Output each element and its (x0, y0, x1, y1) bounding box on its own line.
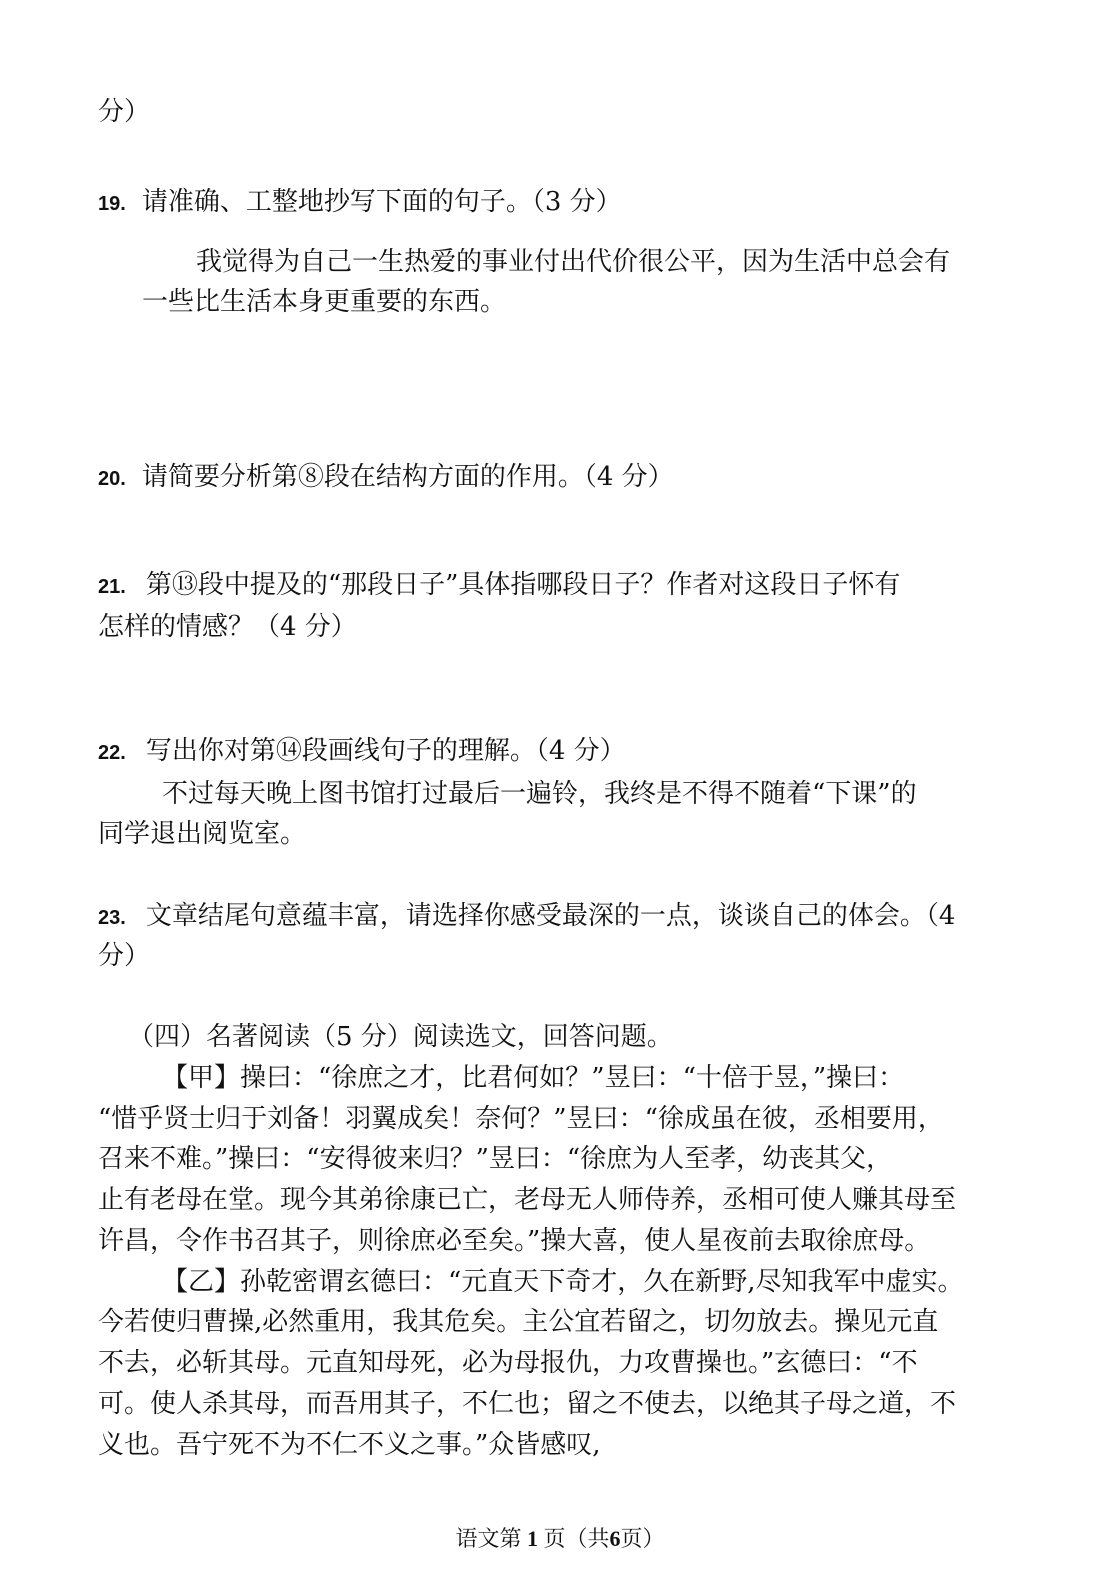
question-prompt: 第⑬段中提及的“那段日子”具体指哪段日子？作者对这段日子怀有 (145, 570, 901, 600)
footer-suffix: 页） (620, 1526, 665, 1551)
quote-line: 不过每天晚上图书馆打过最后一遍铃，我终是不得不随着“下课”的 (162, 779, 917, 809)
passage-jia-line: 止有老母在堂。现今其弟徐康已亡，老母无人师侍养，丞相可使人赚其母至 (98, 1185, 957, 1215)
footer-total-pages: 6 (609, 1526, 621, 1551)
question-prompt: 请简要分析第⑧段在结构方面的作用。（4 分） (141, 462, 674, 492)
section-heading: （四）名著阅读（5 分）阅读选文，回答问题。 (128, 1022, 673, 1052)
question-22 (98, 733, 626, 771)
footer-page-number: 1 (526, 1526, 538, 1551)
question-21 (98, 567, 900, 605)
continuation-text: 分） (98, 97, 151, 127)
question-number: 20. (98, 468, 126, 490)
passage-yi-line: 【乙】孙乾密谓玄德曰：“元直天下奇才，久在新野,尽知我军中虚实。 (162, 1267, 964, 1297)
question-20 (98, 459, 674, 497)
question-number: 19. (98, 193, 126, 215)
question-prompt: 请准确、工整地抄写下面的句子。（3 分） (141, 187, 622, 217)
passage-yi-line: 今若使归曹操,必然重用，我其危矣。主公宜若留之，切勿放去。操见元直 (98, 1307, 939, 1337)
passage-jia-line: 召来不难。”操曰：“安得彼来归？”昱曰：“徐庶为人至孝，幼丧其父， (98, 1144, 893, 1174)
question-prompt: 写出你对第⑭段画线句子的理解。（4 分） (145, 736, 626, 766)
passage-jia-line: 许昌，令作书召其子，则徐庶必至矣。”操大喜，使人星夜前去取徐庶母。 (98, 1226, 931, 1256)
question-number: 23. (98, 907, 126, 929)
question-23 (98, 898, 955, 936)
passage-jia-line: “惜乎贤士归于刘备！羽翼成矣！奈何？”昱曰：“徐成虽在彼，丞相要用， (98, 1104, 944, 1134)
question-prompt-continued: 分） (98, 941, 151, 971)
quote-line: 我觉得为自己一生热爱的事业付出代价很公平，因为生活中总会有 (196, 247, 951, 277)
quote-line: 同学退出阅览室。 (98, 819, 307, 849)
passage-yi-line: 义也。吾宁死不为不仁不义之事。”众皆感叹, (98, 1430, 601, 1460)
page-footer (0, 1522, 1120, 1553)
question-prompt-continued: 怎样的情感？（4 分） (98, 612, 357, 642)
footer-prefix: 语文第 (455, 1526, 522, 1551)
question-number: 22. (98, 742, 126, 764)
quote-line: 一些比生活本身更重要的东西。 (142, 287, 507, 317)
footer-middle: 页（共 (543, 1526, 610, 1551)
passage-yi-line: 不去，必斩其母。元直知母死，必为母报仇，力攻曹操也。”玄德曰：“不 (98, 1348, 918, 1378)
passage-jia-line: 【甲】操曰：“徐庶之才，比君何如？”昱曰：“十倍于昱，”操曰： (162, 1063, 905, 1093)
question-number: 21. (98, 576, 126, 598)
question-prompt: 文章结尾句意蕴丰富，请选择你感受最深的一点，谈谈自己的体会。（4 (145, 901, 956, 931)
question-19 (98, 184, 622, 222)
passage-yi-line: 可。使人杀其母，而吾用其子，不仁也；留之不使去，以绝其子母之道，不 (98, 1389, 957, 1419)
